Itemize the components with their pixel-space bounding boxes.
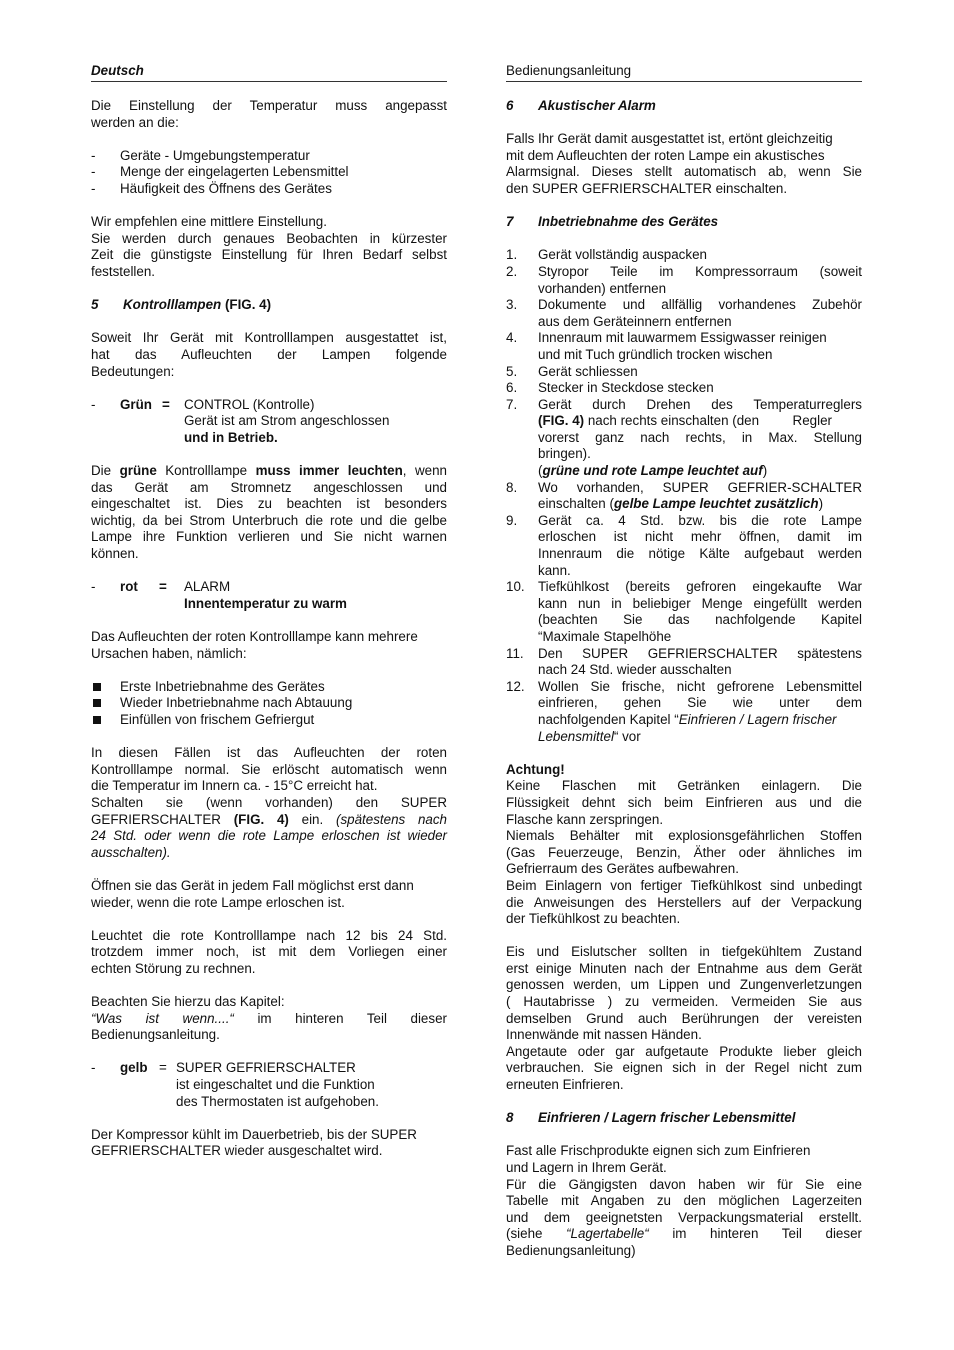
lamp-red: - rot = ALARM Innentemperatur zu warm <box>91 579 347 611</box>
warning-title: Achtung! <box>506 761 565 777</box>
section-5-heading: 5 Kontrolllampen (FIG. 4) <box>91 297 272 313</box>
lamp-green: - Grün = CONTROL (Kontrolle) Gerät ist am Strom angeschlossen und in Betrieb. <box>91 396 390 445</box>
list-item: 4. Innenraum mit lauwarmem Essigwasser reinigen und mit Tuch gründlich trocken wischen <box>506 330 827 362</box>
open-paragraph: Öffnen sie das Gerät in jedem Fall möglichst erst dann wieder, wenn die rote Lampe erloschen ist. <box>91 877 414 910</box>
list-item: 9. Gerät ca. 4 Std. bzw. bis die rote Lampe erloschen ist nicht mehr öffnen, damit im Innenraum die nötige Kälte aufgebaut werden kann. <box>506 512 862 578</box>
list-item: Wieder Inbetriebnahme nach Abtauung <box>91 695 447 712</box>
list-item: 6. Stecker in Steckdose stecken <box>506 380 714 396</box>
list-item: - Häufigkeit des Öffnens des Gerätes <box>91 181 447 198</box>
causes-intro: Das Aufleuchten der roten Kontrolllampe kann mehrere Ursachen haben, nämlich: <box>91 629 418 661</box>
still-lit-paragraph: Leuchtet die rote Kontrolllampe nach 12 bis 24 Std. trotzdem immer noch, ist mit dem Vorliegen einer echten Störung zu rechnen. <box>91 927 447 976</box>
language-label: Deutsch <box>91 63 144 78</box>
lamp-yellow: - gelb = SUPER GEFRIERSCHALTER ist eingeschaltet und die Funktion des Thermostaten ist aufgehoben. <box>91 1060 379 1109</box>
list-item: 2. Styropor Teile im Kompressorraum (soweit vorhanden) entfernen <box>506 263 862 296</box>
chapter-reference: Beachten Sie hierzu das Kapitel: “Was ist wenn....“ im hinteren Teil dieser Bedienungsanleitung. <box>91 994 447 1043</box>
list-item: Einfüllen von frischem Gefriergut <box>91 712 447 729</box>
lamps-intro: Soweit Ihr Gerät mit Kontrolllampen ausgestattet ist, hat das Aufleuchten der Lampen folgende Bedeutungen: <box>91 330 447 379</box>
list-item: Erste Inbetriebnahme des Gerätes <box>91 679 447 696</box>
list-item: - Geräte - Umgebungstemperatur <box>91 148 447 165</box>
alarm-paragraph: Falls Ihr Gerät damit ausgestattet ist, ertönt gleichzeitig mit dem Aufleuchten der roten Lampe ein akustisches Alarmsignal. Dieses stellt automatisch ab, wenn Sie den SUPER GEFRIERSCHALTER einschalten. <box>506 131 862 196</box>
section-7-heading: 7 Inbetriebnahme des Gerätes <box>506 214 719 230</box>
ice-paragraph: Eis und Eislutscher sollten in tiefgekühltem Zustand erst einige Minuten nach der Entnahme aus dem Gerät genossen werden, um Lippen und Zungenverletzungen ( Hautabrisse ) zu vermeiden. Vermeiden Sie aus demselben Grund auch Berührungen der vereisten Innenwände mit nassen Händen. Angetaute oder gar aufgetaute Produkte lieber gleich verbrauchen. Sie eignen sich in der Regel nicht zum erneuten Einfrieren. <box>506 944 862 1093</box>
list-item: 12. Wollen Sie frische, nicht gefrorene Lebensmittel einfrieren, gehen Sie wie unter dem nachfolgenden Kapitel “Einfrieren / Lagern frischer Lebensmittel“ vor <box>506 678 862 744</box>
section-6-heading: 6 Akustischer Alarm <box>506 98 656 113</box>
recommend-paragraph: Wir empfehlen eine mittlere Einstellung. Sie werden durch genaues Beobachten in kürzester Zeit die günstigste Einstellung für Ihren Bedarf selbst feststellen. <box>91 214 447 279</box>
list-item: 8. Wo vorhanden, SUPER GEFRIER-SCHALTER einschalten (gelbe Lampe leuchtet zusätzlich) <box>506 479 862 512</box>
list-item: 7. Gerät durch Drehen des Temperaturreglers (FIG. 4) nach rechts einschalten (den Regler vorerst ganz nach rechts, in Max. Stellung bringen). (grüne und rote Lampe leuchtet auf) <box>506 396 862 479</box>
warning-block: Achtung! Keine Flaschen mit Getränken einlagern. Die Flüssigkeit dehnt sich beim Einfrieren aus und die Flasche kann zerspringen. Niemals Behälter mit explosionsgefährlichen Stoffen (Gas Feuerzeuge, Benzin, Äther oder ähnliches im Gefrierraum des Gerätes aufbewahren. Beim Einlagern von fertiger Tiefkühlkost sind unbedingt die Anweisungen des Herstellers auf der Verpackung der Tiefkühlkost zu beachten. <box>506 761 862 927</box>
left-header <box>91 62 447 82</box>
document-title: Bedienungsanleitung <box>506 63 632 78</box>
left-column <box>91 62 447 1177</box>
causes-list <box>91 679 447 729</box>
list-item: - Menge der eingelagerten Lebensmittel <box>91 164 447 181</box>
normal-paragraph: In diesen Fällen ist das Aufleuchten der roten Kontrolllampe normal. Sie erlöscht automatisch wenn die Temperatur im Innern ca. - 15°C erreicht hat. Schalten sie (wenn vorhanden) den SUPER GEFRIERSCHALTER (FIG. 4) ein. (spätestens nach 24 Std. oder wenn die rote Lampe erloschen ist wieder ausschalten). <box>91 745 447 860</box>
list-item: 1. Gerät vollständig auspacken <box>506 247 707 263</box>
list-item: 5. Gerät schliessen <box>506 363 638 379</box>
freezing-paragraph: Fast alle Frischprodukte eignen sich zum Einfrieren und Lagern in Ihrem Gerät. Für die Gängigsten davon haben wir für Sie eine Tabelle mit Angaben zu den möglichen Lagerzeiten und dem geeignetsten Verpackungsmaterial erstellt. (siehe “Lagertabelle“ im hinteren Teil dieser Bedienungsanleitung) <box>506 1143 862 1258</box>
list-item: 11. Den SUPER GEFRIERSCHALTER spätestens nach 24 Std. wieder ausschalten <box>506 645 862 678</box>
setup-steps <box>506 247 862 745</box>
right-header <box>506 62 862 82</box>
right-column <box>506 62 862 1276</box>
compressor-paragraph: Der Kompressor kühlt im Dauerbetrieb, bis der SUPER GEFRIERSCHALTER wieder ausgeschaltet wird. <box>91 1126 417 1159</box>
list-item: 3. Dokumente und allfällig vorhandenes Zubehör aus dem Geräteinnern entfernen <box>506 297 862 329</box>
green-explanation: Die grüne Kontrolllampe muss immer leuchten, wenn das Gerät am Stromnetz angeschlossen und eingeschaltet ist. Dies zu beachten ist besonders wichtig, da bei Strom Unterbruch die rote und die gelbe Lampe ihre Funktion verlieren und Sie nicht warnen können. <box>91 463 447 562</box>
adjust-list <box>91 148 447 198</box>
section-8-heading: 8 Einfrieren / Lagern frischer Lebensmittel <box>506 1110 796 1126</box>
intro-paragraph: Die Einstellung der Temperatur muss angepasst werden an die: <box>91 98 447 130</box>
list-item: 10. Tiefkühlkost (bereits gefroren eingekaufte War kann nun in beliebiger Menge eingefüllt werden (beachten Sie das nachfolgende Kapitel “Maximale Stapelhöhe <box>506 579 862 644</box>
